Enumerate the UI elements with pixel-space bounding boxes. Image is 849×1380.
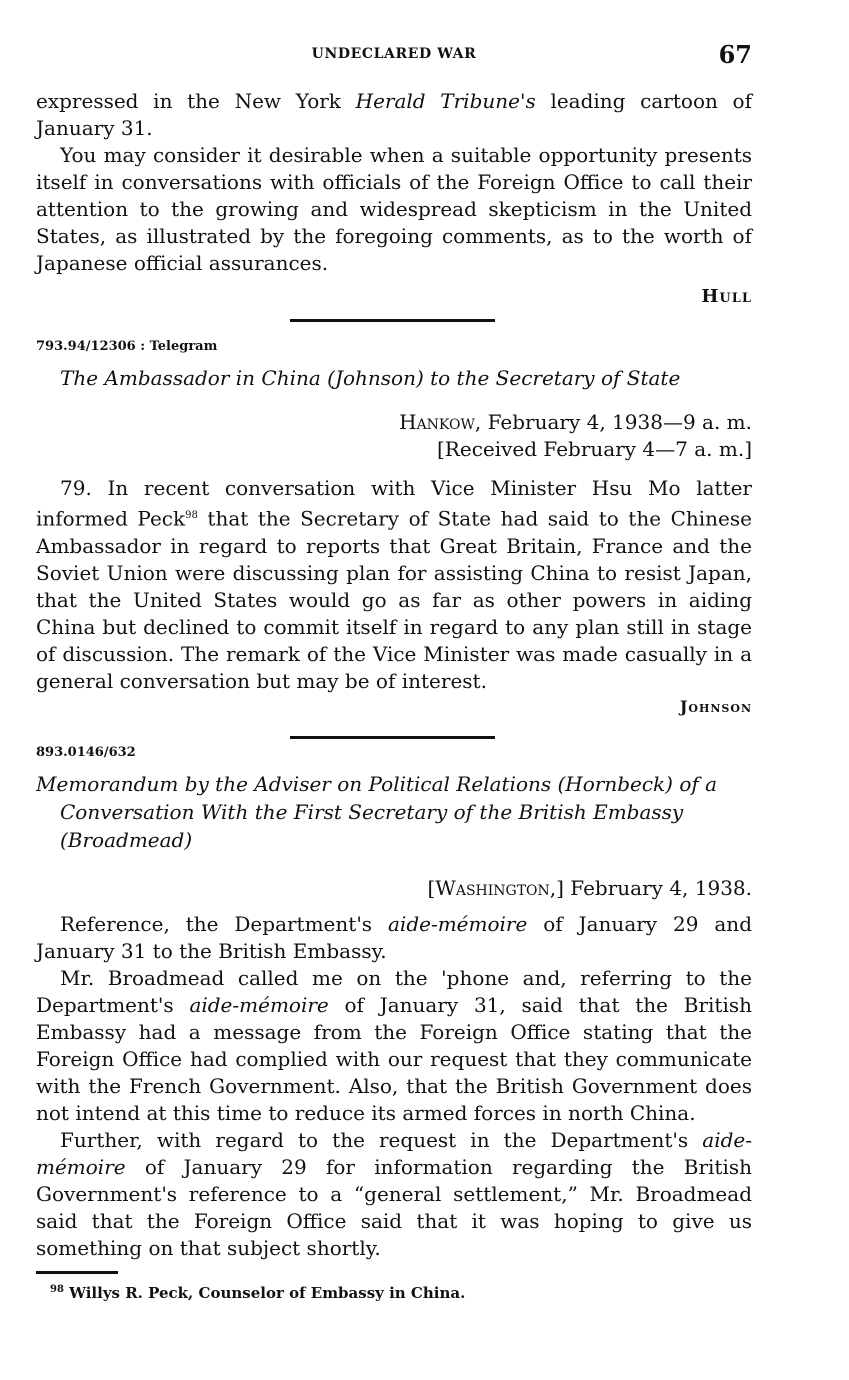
- footnote-divider: [36, 1271, 118, 1274]
- dateline: [Washington,] February 4, 1938.: [427, 876, 752, 900]
- paragraph: You may consider it desirable when a suitable opportunity presents itself in conversations with officials of the Foreign Office to call their attention to the growing and widespread skepticism in the United States, as illustrated by the foregoing comments, as to the worth of Japanese official assurances.: [36, 143, 752, 275]
- paragraph: Further, with regard to the request in the Department's aide-mémoire of January 29 for information regarding the British Government's reference to a “general settlement,” Mr. Broadmead said that the Foreign Office said that it was hoping to give us something on that subject shortly.: [36, 1128, 752, 1260]
- continued-text: [36, 88, 752, 277]
- page-number: 67: [718, 40, 752, 69]
- dateline-date: Hankow, February 4, 1938—9 a. m.: [399, 410, 752, 434]
- running-title: UNDECLARED WAR: [311, 46, 477, 62]
- file-number: 893.0146/632: [36, 745, 136, 760]
- dateline: [36, 409, 752, 463]
- dateline-place: Washington: [435, 876, 550, 900]
- file-number: 793.94/12306 : Telegram: [36, 339, 218, 354]
- page-header: [36, 40, 752, 74]
- paragraph: Reference, the Department's aide-mémoire of January 29 and January 31 to the British Embassy.: [36, 912, 752, 963]
- section-divider: [290, 319, 495, 322]
- newspaper-title: Herald Tribune's: [355, 89, 536, 113]
- telegram-body: [36, 475, 752, 695]
- section-divider: [290, 736, 495, 739]
- paragraph: expressed in the New York Herald Tribune's leading cartoon of January 31.: [36, 89, 752, 140]
- document-heading: Memorandum by the Adviser on Political Relations (Hornbeck) of a Conversation With the First Secretary of the British Embassy (Broadmead): [36, 772, 718, 852]
- footnote-marker: 98: [50, 1284, 64, 1295]
- footnote: $^{98}$ Willys R. Peck, Counselor of Embassy in China.: [50, 1284, 466, 1302]
- footnote-reference: 98: [185, 510, 198, 521]
- memorandum-body: [36, 911, 752, 1262]
- signature-johnson: Johnson: [679, 697, 752, 716]
- document-heading: The Ambassador in China (Johnson) to the Secretary of State: [60, 366, 681, 390]
- received-line: [Received February 4—7 a. m.]: [437, 437, 752, 461]
- paragraph: 79. In recent conversation with Vice Minister Hsu Mo latter informed Peck$^{98}$ that the Secretary of State had said to the Chinese Ambassador in regard to reports that Great Britain, France and the Soviet Union were discussing plan for assisting China to resist Japan, that the United States would go as far as other powers in aiding China but declined to commit itself in regard to any plan still in stage of discussion. The remark of the Vice Minister was made casually in a general conversation but may be of interest.: [36, 476, 752, 693]
- paragraph: Mr. Broadmead called me on the 'phone and, referring to the Department's aide-mémoire of January 31, said that the British Embassy had a message from the Foreign Office stating that the Foreign Office had complied with our request that they communicate with the French Government. Also, that the British Government does not intend at this time to reduce its armed forces in north China.: [36, 966, 752, 1125]
- signature-hull: Hull: [701, 286, 752, 307]
- dateline-place: Hankow: [399, 410, 475, 434]
